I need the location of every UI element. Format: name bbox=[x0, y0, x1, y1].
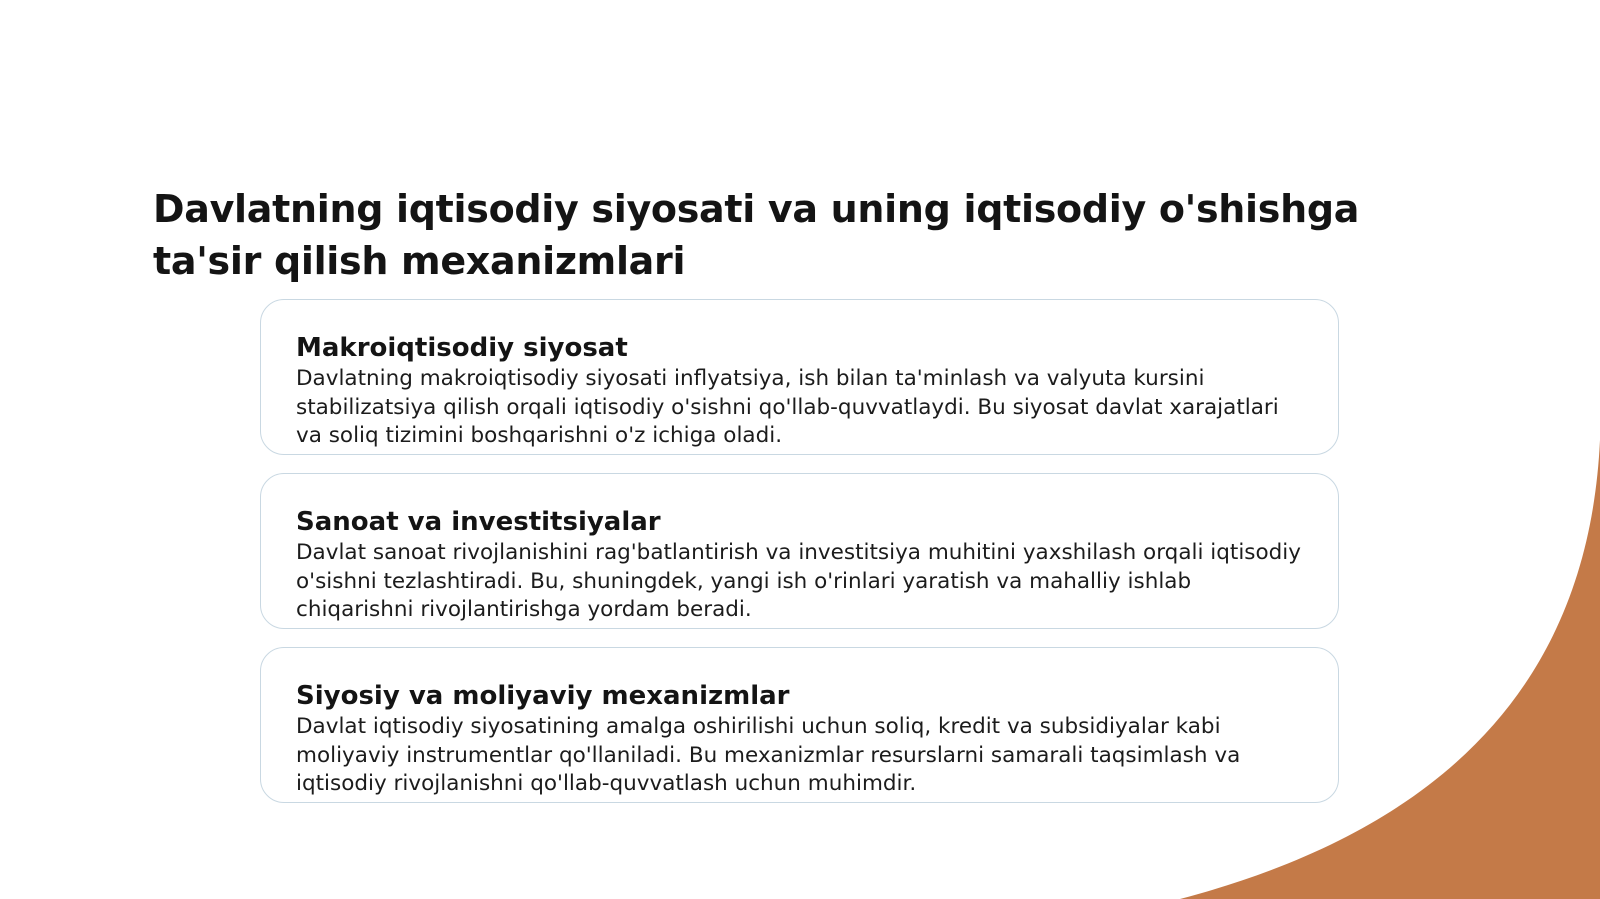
info-card-macroeconomic-policy bbox=[260, 299, 1339, 455]
card-text: Davlatning makroiqtisodiy siyosati inflyatsiya, ish bilan ta'minlash va valyuta kursini stabilizatsiya qilish orqali iqtisodiy o'sishni qo'llab-quvvatlaydi. Bu siyosat davlat xarajatlari va soliq tizimini boshqarishni o'z ichiga oladi. bbox=[296, 366, 1279, 448]
card-heading: Sanoat va investitsiyalar bbox=[296, 507, 661, 537]
card-text: Davlat sanoat rivojlanishini rag'batlantirish va investitsiya muhitini yaxshilash orqali iqtisodiy o'sishni tezlashtiradi. Bu, shuningdek, yangi ish o'rinlari yaratish va mahalliy ishlab chiqarishni rivojlantirishga yordam beradi. bbox=[296, 540, 1301, 622]
card-text: Davlat iqtisodiy siyosatining amalga oshirilishi uchun soliq, kredit va subsidiyalar kabi moliyaviy instrumentlar qo'llaniladi. Bu mexanizmlar resurslarni samarali taqsimlash va iqtisodiy rivojlanishni qo'llab-quvvatlash uchun muhimdir. bbox=[296, 714, 1241, 796]
card-heading: Siyosiy va moliyaviy mexanizmlar bbox=[296, 681, 790, 711]
info-card-political-financial-mechanisms bbox=[260, 647, 1339, 803]
info-card-industry-investments bbox=[260, 473, 1339, 629]
slide-title: Davlatning iqtisodiy siyosati va uning iqtisodiy o'shishga ta'sir qilish mexanizmlari bbox=[153, 187, 1360, 283]
card-heading: Makroiqtisodiy siyosat bbox=[296, 333, 628, 363]
